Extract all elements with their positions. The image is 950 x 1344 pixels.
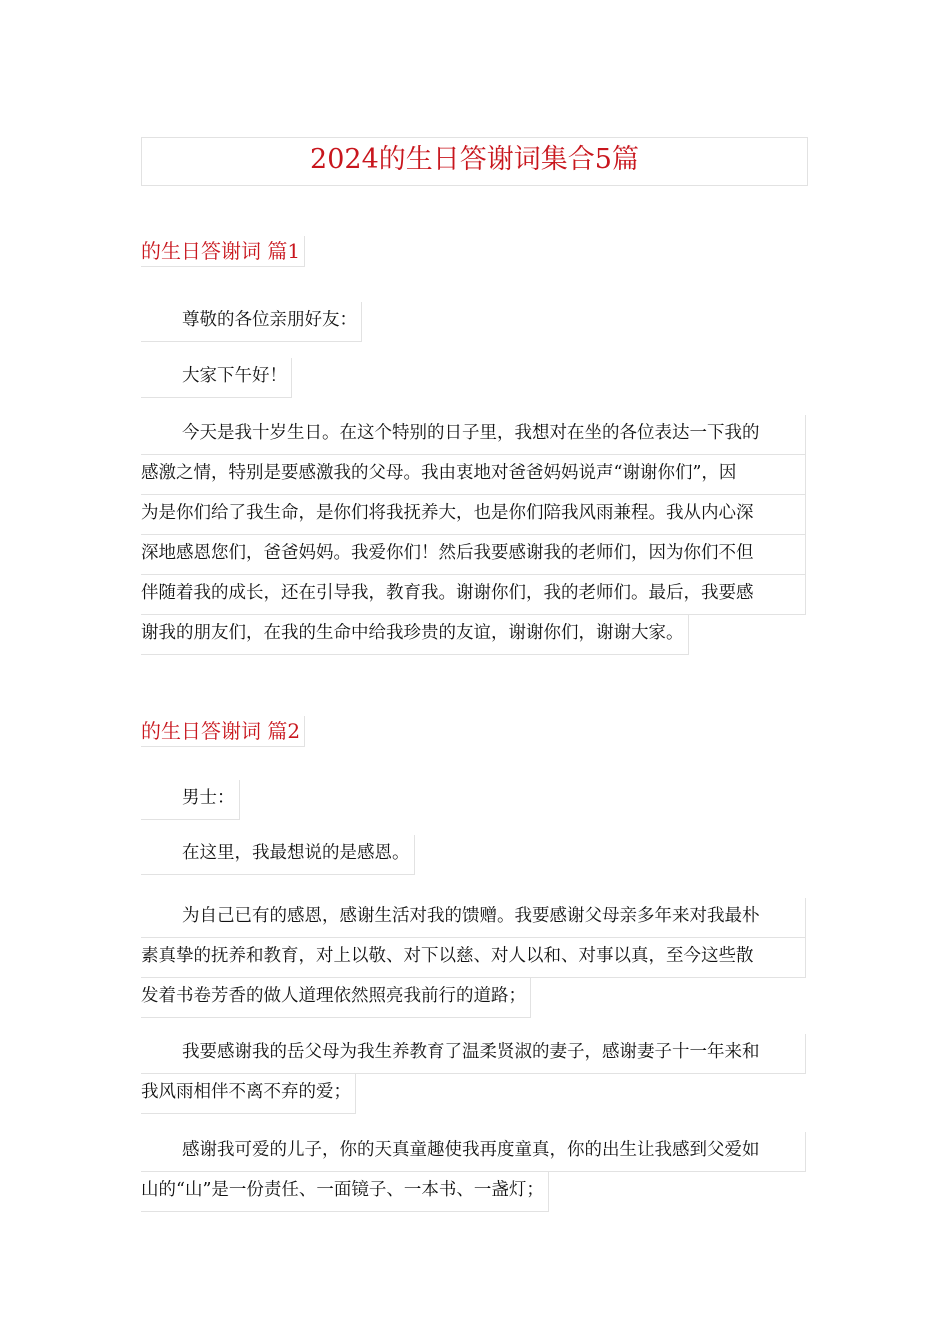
paragraph-parents <box>141 898 808 1018</box>
document-title: 2024的生日答谢词集合5篇 <box>310 144 639 175</box>
paragraph-line: 素真挚的抚养和教育，对上以敬、对下以慈、对人以和、对事以真，至今这些散 <box>141 938 806 978</box>
paragraph-line: 大家下午好！ <box>141 358 292 398</box>
paragraph-son <box>141 1132 808 1212</box>
paragraph-line: 今天是我十岁生日。在这个特别的日子里，我想对在坐的各位表达一下我的 <box>141 415 806 455</box>
paragraph-line: 我风雨相伴不离不弃的爱； <box>141 1074 356 1114</box>
paragraph-line: 发着书卷芳香的做人道理依然照亮我前行的道路； <box>141 978 531 1018</box>
section-heading-2: 的生日答谢词 篇2 <box>141 716 305 747</box>
paragraph-line: 在这里，我最想说的是感恩。 <box>141 835 415 875</box>
paragraph-line: 为是你们给了我生命，是你们将我抚养大，也是你们陪我风雨兼程。我从内心深 <box>141 495 806 535</box>
title-box <box>141 137 808 186</box>
paragraph-line: 为自己已有的感恩，感谢生活对我的馈赠。我要感谢父母亲多年来对我最朴 <box>141 898 806 938</box>
paragraph-line: 男士： <box>141 780 240 820</box>
paragraph-line: 我要感谢我的岳父母为我生养教育了温柔贤淑的妻子，感谢妻子十一年来和 <box>141 1034 806 1074</box>
paragraph-line: 山的“山”是一份责任、一面镜子、一本书、一盏灯； <box>141 1172 549 1212</box>
paragraph-salutation-1 <box>141 358 808 398</box>
paragraph-intro-2 <box>141 835 808 875</box>
paragraph-line: 伴随着我的成长，还在引导我，教育我。谢谢你们，我的老师们。最后，我要感 <box>141 575 806 615</box>
paragraph-greeting-2 <box>141 780 808 820</box>
paragraph-body-1 <box>141 415 808 655</box>
paragraph-greeting-1 <box>141 302 808 342</box>
paragraph-in-laws <box>141 1034 808 1114</box>
paragraph-line: 谢我的朋友们，在我的生命中给我珍贵的友谊，谢谢你们，谢谢大家。 <box>141 615 689 655</box>
paragraph-line: 深地感恩您们，爸爸妈妈。我爱你们！然后我要感谢我的老师们，因为你们不但 <box>141 535 806 575</box>
paragraph-line: 尊敬的各位亲朋好友： <box>141 302 362 342</box>
paragraph-line: 感谢我可爱的儿子，你的天真童趣使我再度童真，你的出生让我感到父爱如 <box>141 1132 806 1172</box>
paragraph-line: 感激之情，特别是要感激我的父母。我由衷地对爸爸妈妈说声“谢谢你们”，因 <box>141 455 806 495</box>
section-heading-1: 的生日答谢词 篇1 <box>141 236 305 267</box>
